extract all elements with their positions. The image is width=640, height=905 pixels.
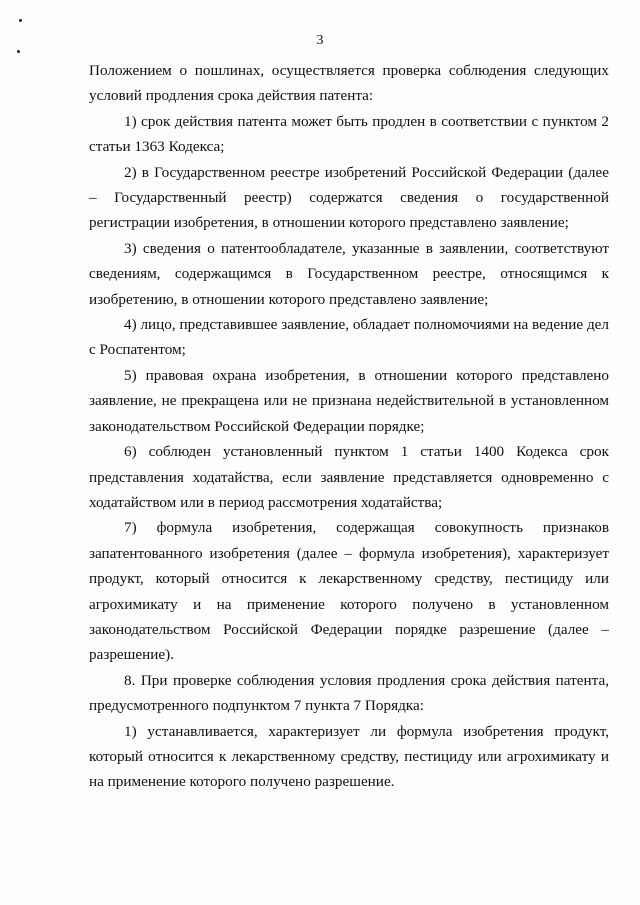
list-item-2: 2) в Государственном реестре изобретений Российской Федерации (далее – Государственный реестр) содержатся сведения о государственной регистрации изобретения, в отношении которого представлено заявление; <box>89 163 609 232</box>
list-item-4: 4) лицо, представившее заявление, обладает полномочиями на ведение дел с Роспатентом; <box>89 316 609 359</box>
list-item-3: 3) сведения о патентообладателе, указанные в заявлении, соответствуют сведениям, содержащимся в Государственном реестре, относящимся к изобретению, в отношении которого представлено заявление; <box>89 239 609 308</box>
list-item-6: 6) соблюден установленный пунктом 1 статьи 1400 Кодекса срок представления ходатайства, если заявление представляется одновременно с ходатайством или в период рассмотрения ходатайства; <box>89 443 609 511</box>
list-item-7: 7) формула изобретения, содержащая совокупность признаков запатентованного изобретения (далее – формула изобретения), характеризует продукт, который относится к лекарственному средству, пестициду или агрохимикату и на применение которого получено в установленном законодательством Российской Федерации порядке разрешение (далее – разрешение). <box>89 519 609 664</box>
document-body <box>89 58 609 795</box>
section-8-item-1: 1) устанавливается, характеризует ли формула изобретения продукт, который относится к лекарственному средству, пестициду или агрохимикату и на применение которого получено разрешение. <box>89 722 609 791</box>
list-item-1: 1) срок действия патента может быть продлен в соответствии с пунктом 2 статьи 1363 Кодекса; <box>89 112 609 156</box>
margin-mark <box>17 50 20 53</box>
section-8: 8. При проверке соблюдения условия продления срока действия патента, предусмотренного подпунктом 7 пункта 7 Порядка: <box>89 671 609 715</box>
list-item-5: 5) правовая охрана изобретения, в отношении которого представлено заявление, не прекращена или не признана недействительной в установленном законодательством Российской Федерации порядке; <box>89 366 609 435</box>
page-number: 3 <box>316 33 324 48</box>
paragraph: Положением о пошлинах, осуществляется проверка соблюдения следующих условий продления срока действия патента: <box>89 62 609 105</box>
margin-mark <box>19 19 22 22</box>
